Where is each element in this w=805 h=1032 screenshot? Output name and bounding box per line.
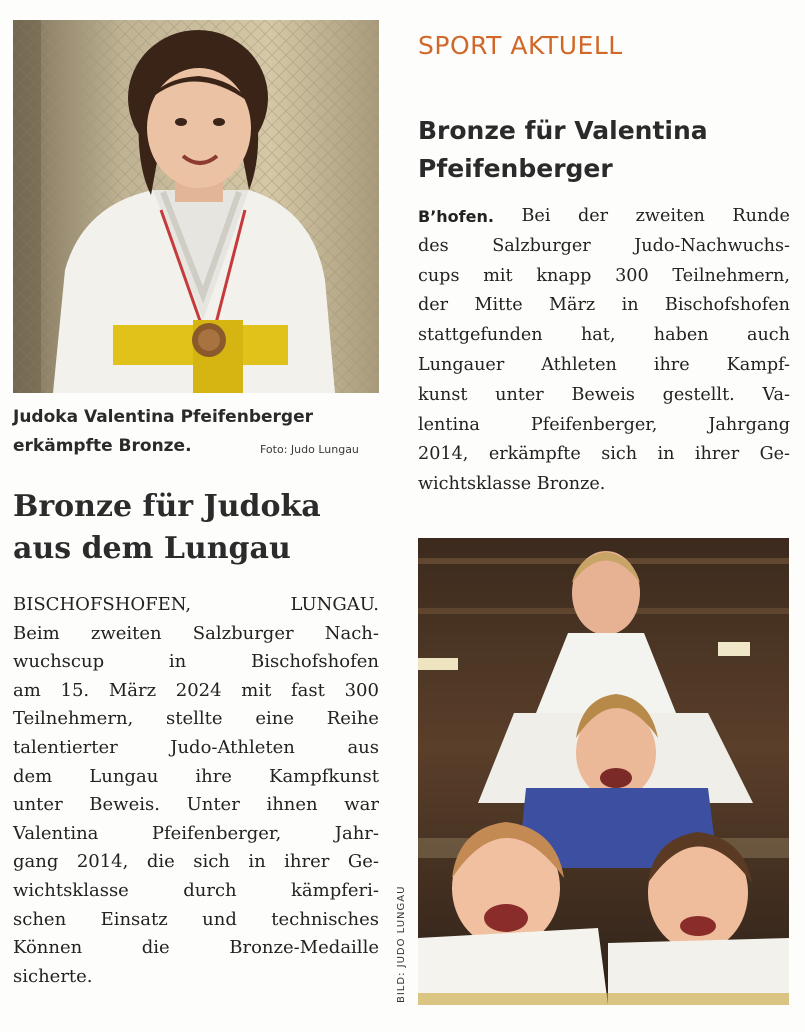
body-line bbox=[418, 381, 790, 411]
word: Beweis bbox=[571, 384, 635, 405]
word: Beim bbox=[13, 622, 60, 644]
word: Pfeifenberger, bbox=[151, 822, 282, 844]
word: cups bbox=[418, 265, 460, 286]
word: zweiten bbox=[90, 622, 162, 644]
word: ihre bbox=[195, 765, 232, 787]
word: Ge- bbox=[759, 444, 790, 465]
word: Jahr- bbox=[334, 822, 379, 844]
word: schen bbox=[13, 908, 67, 930]
body-line bbox=[418, 291, 790, 321]
word: März bbox=[108, 679, 157, 701]
body-line bbox=[13, 934, 379, 963]
word: fast bbox=[291, 679, 325, 701]
word: gang bbox=[13, 851, 59, 873]
word: Bischofshofen bbox=[251, 651, 379, 673]
headline-line: aus dem Lungau bbox=[13, 531, 291, 566]
word: in bbox=[657, 444, 675, 465]
left-article-body bbox=[13, 591, 379, 991]
word: technisches bbox=[271, 908, 379, 930]
word: Unter bbox=[186, 794, 240, 816]
body-line bbox=[13, 848, 379, 877]
word: Kampfkunst bbox=[269, 765, 379, 787]
word: unter bbox=[495, 384, 544, 405]
body-line bbox=[13, 677, 379, 706]
word: sich bbox=[193, 851, 230, 873]
word: Können bbox=[13, 937, 83, 959]
word: der bbox=[578, 206, 609, 226]
word: stellte bbox=[166, 708, 223, 730]
word: in bbox=[621, 295, 639, 316]
body-line bbox=[418, 202, 790, 232]
caption-line: erkämpfte Bronze. bbox=[13, 436, 192, 456]
word: 2024 bbox=[175, 679, 222, 701]
left-headline bbox=[13, 486, 383, 570]
word: Reihe bbox=[326, 708, 379, 730]
body-line bbox=[13, 648, 379, 677]
word: Kampf- bbox=[726, 354, 790, 375]
word: haben bbox=[653, 325, 709, 346]
word: knapp bbox=[536, 265, 592, 286]
word: Pfeifenberger, bbox=[530, 414, 658, 435]
word: 300 bbox=[344, 679, 379, 701]
word: und bbox=[202, 908, 237, 930]
word: talentierter bbox=[13, 736, 118, 758]
word: Athleten bbox=[541, 354, 617, 375]
body-line: wichtsklasse Bronze. bbox=[418, 474, 606, 495]
word: dem bbox=[13, 765, 53, 787]
word: März bbox=[549, 295, 596, 316]
body-line bbox=[13, 877, 379, 906]
body-line bbox=[418, 262, 790, 292]
word: war bbox=[344, 794, 379, 816]
word: LUNGAU. bbox=[290, 594, 379, 615]
word: unter bbox=[13, 794, 63, 816]
word: sich bbox=[601, 444, 638, 465]
word: 300 bbox=[615, 265, 649, 286]
caption-line: Judoka Valentina Pfeifenberger bbox=[13, 407, 313, 427]
dateline: B’hofen. bbox=[418, 207, 494, 226]
word: der bbox=[418, 295, 449, 316]
word: am bbox=[13, 679, 41, 701]
word: 15. bbox=[60, 679, 90, 701]
word: Salzburger bbox=[192, 622, 294, 644]
word: erkämpfte bbox=[488, 444, 581, 465]
judoka-girl-photo bbox=[13, 20, 379, 393]
right-article-body bbox=[418, 202, 790, 500]
word: wuchscup bbox=[13, 651, 105, 673]
word: lentina bbox=[418, 414, 480, 435]
body-line bbox=[418, 232, 790, 262]
word: wichtsklasse bbox=[13, 879, 129, 901]
body-line bbox=[13, 705, 379, 734]
word: Bischofshofen bbox=[664, 295, 790, 316]
word: Lungauer bbox=[418, 354, 505, 375]
body-line bbox=[13, 734, 379, 763]
photo-credit-vertical: BILD: JUDO LUNGAU bbox=[396, 885, 407, 1003]
body-line bbox=[418, 351, 790, 381]
word: in bbox=[168, 651, 187, 673]
word: Jahrgang bbox=[708, 414, 790, 435]
word: Va- bbox=[762, 384, 790, 405]
judo-kids-photo bbox=[418, 538, 789, 1005]
word: die bbox=[146, 851, 175, 873]
word: ihre bbox=[653, 354, 690, 375]
body-line bbox=[13, 906, 379, 935]
word: Judo-Athleten bbox=[170, 736, 295, 758]
photo-credit: Foto: Judo Lungau bbox=[260, 443, 359, 456]
word: Ge- bbox=[347, 851, 379, 873]
judoka-girl-illustration bbox=[13, 20, 379, 393]
word: Mitte bbox=[474, 295, 523, 316]
word: auch bbox=[746, 325, 790, 346]
word: stattgefunden bbox=[418, 325, 543, 346]
word: Lungau bbox=[89, 765, 159, 787]
word: gestellt. bbox=[662, 384, 735, 405]
body-line: sicherte. bbox=[13, 965, 93, 987]
body-line bbox=[13, 591, 379, 620]
word: hat, bbox=[580, 325, 616, 346]
word: durch bbox=[183, 879, 237, 901]
word: Beweis. bbox=[89, 794, 160, 816]
headline-line: Bronze für Valentina bbox=[418, 116, 708, 145]
word: aus bbox=[347, 736, 379, 758]
word: des bbox=[418, 235, 449, 256]
body-line bbox=[13, 791, 379, 820]
word: Teilnehmern, bbox=[13, 708, 134, 730]
body-line bbox=[13, 763, 379, 792]
word: Teilnehmern, bbox=[672, 265, 790, 286]
word: Judo-Nachwuchs- bbox=[634, 235, 790, 256]
word: 2014, bbox=[418, 444, 469, 465]
word: Salzburger bbox=[492, 235, 591, 256]
word: Einsatz bbox=[100, 908, 168, 930]
word: Nach- bbox=[324, 622, 379, 644]
word: Bronze-Medaille bbox=[229, 937, 379, 959]
right-headline bbox=[418, 112, 788, 188]
word: eine bbox=[255, 708, 294, 730]
body-line bbox=[13, 820, 379, 849]
word: kämpferi- bbox=[291, 879, 379, 901]
word: ihnen bbox=[266, 794, 318, 816]
body-line bbox=[418, 321, 790, 351]
word: kunst bbox=[418, 384, 468, 405]
headline-line: Pfeifenberger bbox=[418, 154, 613, 183]
judo-kids-illustration bbox=[418, 538, 789, 1005]
word: mit bbox=[241, 679, 272, 701]
word: Bei bbox=[521, 206, 551, 226]
body-line bbox=[418, 440, 790, 470]
body-line bbox=[13, 620, 379, 649]
word: ihrer bbox=[284, 851, 330, 873]
word: BISCHOFSHOFEN, bbox=[13, 594, 192, 615]
word: ihrer bbox=[694, 444, 740, 465]
word: 2014, bbox=[76, 851, 129, 873]
word: zweiten bbox=[635, 206, 705, 226]
section-label: SPORT AKTUELL bbox=[418, 31, 623, 60]
word: in bbox=[248, 851, 266, 873]
headline-line: Bronze für Judoka bbox=[13, 489, 321, 524]
word: Valentina bbox=[13, 822, 99, 844]
word: Runde bbox=[732, 206, 790, 226]
word: die bbox=[141, 937, 170, 959]
word: mit bbox=[483, 265, 513, 286]
body-line bbox=[418, 411, 790, 441]
